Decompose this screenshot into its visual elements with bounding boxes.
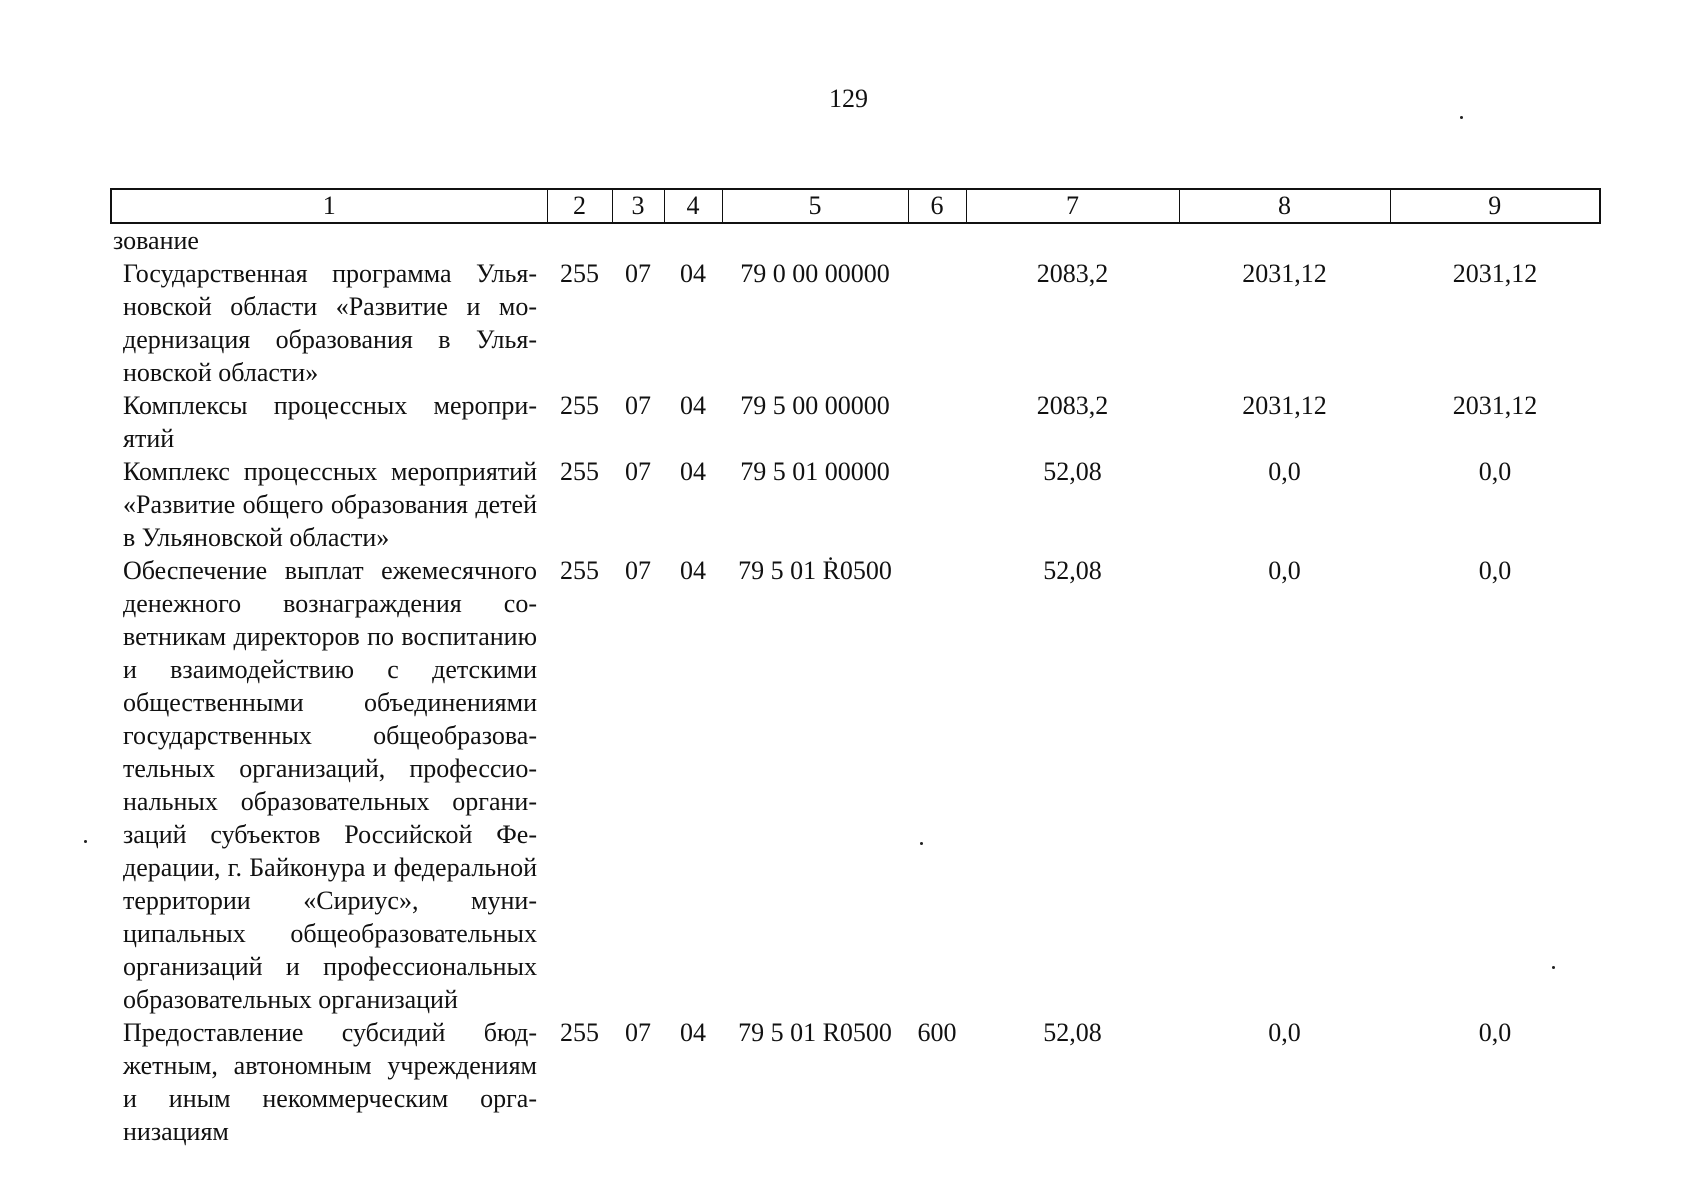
cell-col3: [612, 223, 664, 257]
table-row: [111, 1016, 1600, 1148]
cell-col6: [908, 257, 966, 389]
cell-col8: 0,0: [1268, 556, 1301, 585]
cell-col8: 0,0: [1268, 457, 1301, 486]
cell-col3: 07: [625, 457, 651, 486]
table-row: [111, 455, 1600, 554]
cell-col9: [1390, 223, 1600, 257]
cell-col2: 255: [560, 556, 599, 585]
cell-col3: 07: [625, 259, 651, 288]
budget-table: [110, 188, 1601, 1148]
cell-col3: 07: [625, 556, 651, 585]
cell-col3: 07: [625, 1018, 651, 1047]
cell-col8: 2031,12: [1242, 391, 1327, 420]
column-header: 4: [664, 189, 722, 223]
cell-col5: 79 0 00 00000: [740, 259, 890, 288]
row-name: Государственная программа Ульяновской области «Развитие и модернизация образования в Ульяновской области»: [123, 259, 537, 387]
cell-col4: 04: [680, 259, 706, 288]
column-header: 9: [1390, 189, 1600, 223]
cell-col3: 07: [625, 391, 651, 420]
scan-speck: [84, 840, 87, 843]
scan-speck: [1460, 116, 1463, 119]
cell-col7: [966, 223, 1179, 257]
cell-col4: 04: [680, 1018, 706, 1047]
cell-col4: 04: [680, 457, 706, 486]
cell-col6: [908, 223, 966, 257]
cell-col7: 52,08: [1043, 1018, 1102, 1047]
cell-col5: [722, 223, 908, 257]
cell-col5: 79 5 01 00000: [740, 457, 890, 486]
cell-col2: [547, 223, 612, 257]
cell-col5: 79 5 01 Ṙ0500: [738, 556, 892, 585]
cell-col9: 0,0: [1478, 556, 1512, 585]
column-header: 7: [966, 189, 1179, 223]
row-name: зование: [113, 226, 199, 255]
column-header: 5: [722, 189, 908, 223]
table-row: [111, 554, 1600, 1016]
cell-col8: 2031,12: [1242, 259, 1327, 288]
cell-col4: 04: [680, 556, 706, 585]
table-header-row: [111, 189, 1600, 223]
column-header: 1: [111, 189, 547, 223]
column-header: 2: [547, 189, 612, 223]
cell-col7: 52,08: [1043, 556, 1102, 585]
cell-col2: 255: [560, 457, 599, 486]
cell-col6: 600: [917, 1018, 957, 1047]
row-name: Комплекс процессных мероприятий «Развитие общего образования детей в Ульяновской области»: [123, 457, 537, 552]
cell-col4: [664, 223, 722, 257]
cell-col9: 0,0: [1478, 457, 1512, 486]
cell-col6: [908, 455, 966, 554]
cell-col6: [908, 554, 966, 1016]
cell-col5: 79 5 00 00000: [740, 391, 890, 420]
cell-col7: 2083,2: [1036, 391, 1109, 420]
column-header: 8: [1179, 189, 1390, 223]
cell-col7: 2083,2: [1036, 259, 1109, 288]
cell-col7: 52,08: [1043, 457, 1102, 486]
cell-col9: 0,0: [1478, 1018, 1512, 1047]
cell-col2: 255: [560, 259, 599, 288]
cell-col8: [1179, 223, 1390, 257]
cell-col6: [908, 389, 966, 455]
page-number: 129: [829, 84, 868, 113]
column-header: 6: [908, 189, 966, 223]
row-name: Обеспечение выплат ежемесячного денежного вознаграждения советникам директоров по воспитанию и взаимодействию с детскими общественными объединениями государственных общеобразовательных организаций, профессиональных образовательных организаций субъектов Российской Федерации, г. Байконура и федеральной территории «Сириус», муниципальных общеобразовательных организаций и профессиональных образовательных организаций: [123, 556, 537, 1014]
row-name: Предоставление субсидий бюджетным, автономным учреждениям и иным некоммерческим организациям: [123, 1018, 537, 1146]
table-row: [111, 389, 1600, 455]
cell-col2: 255: [560, 1018, 599, 1047]
cell-col8: 0,0: [1268, 1018, 1301, 1047]
cell-col4: 04: [680, 391, 706, 420]
cell-col9: 2031,12: [1452, 259, 1538, 288]
table-row: [111, 223, 1600, 257]
table-row: [111, 257, 1600, 389]
column-header: 3: [612, 189, 664, 223]
cell-col9: 2031,12: [1452, 391, 1538, 420]
row-name: Комплексы процессных мероприятий: [123, 391, 537, 453]
cell-col2: 255: [560, 391, 599, 420]
cell-col5: 79 5 01 R0500: [738, 1018, 892, 1047]
